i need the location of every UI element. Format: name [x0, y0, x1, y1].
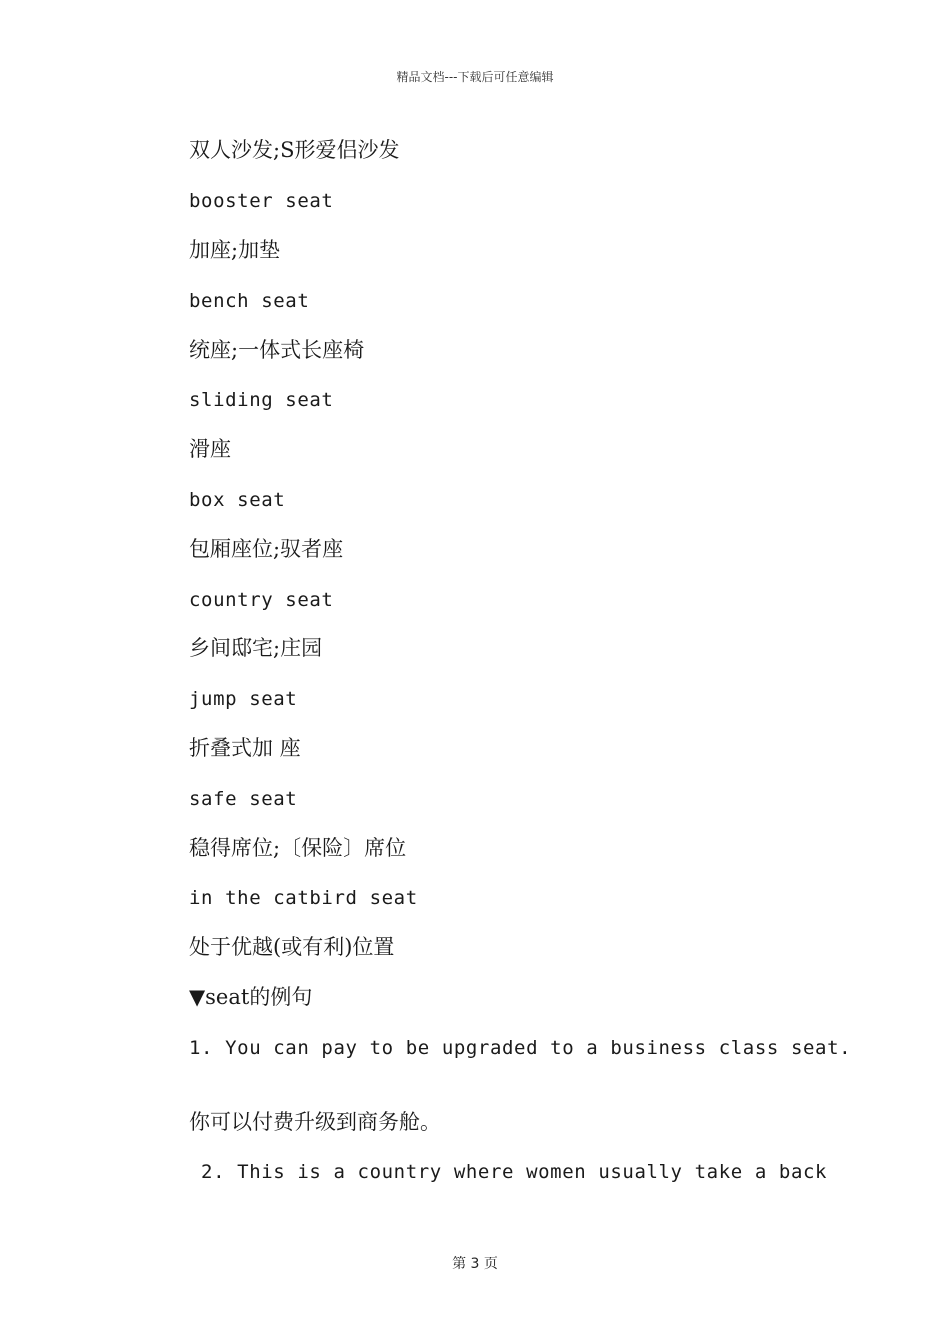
definition-line: 处于优越(或有利)位置: [189, 935, 395, 959]
term-line: jump seat: [189, 688, 298, 710]
term-line: box seat: [189, 489, 286, 511]
definition-line: 统座;一体式长座椅: [189, 338, 365, 362]
example-translation: 你可以付费升级到商务舱。: [189, 1110, 441, 1134]
definition-line: 加座;加垫: [189, 238, 281, 262]
definition-line: 滑座: [189, 437, 231, 461]
term-line: country seat: [189, 589, 334, 611]
term-line: safe seat: [189, 788, 298, 810]
example-sentence: 2. This is a country where women usually take a back: [189, 1161, 828, 1183]
definition-line: 乡间邸宅;庄园: [189, 636, 323, 660]
example-sentence: 1. You can pay to be upgraded to a business class seat.: [189, 1037, 852, 1059]
term-line: sliding seat: [189, 389, 334, 411]
definition-line: 稳得席位;〔保险〕席位: [189, 836, 407, 860]
term-line: in the catbird seat: [189, 887, 418, 909]
page-number: 第 3 页: [452, 1256, 498, 1272]
section-heading: ▼seat的例句: [189, 985, 313, 1009]
definition-line: 折叠式加 座: [189, 736, 301, 760]
term-line: bench seat: [189, 290, 310, 312]
definition-line: 双人沙发;S形爱侣沙发: [189, 138, 400, 162]
term-line: booster seat: [189, 190, 334, 212]
definition-line: 包厢座位;驭者座: [189, 537, 344, 561]
page-header: 精品文档---下载后可任意编辑: [396, 70, 554, 84]
